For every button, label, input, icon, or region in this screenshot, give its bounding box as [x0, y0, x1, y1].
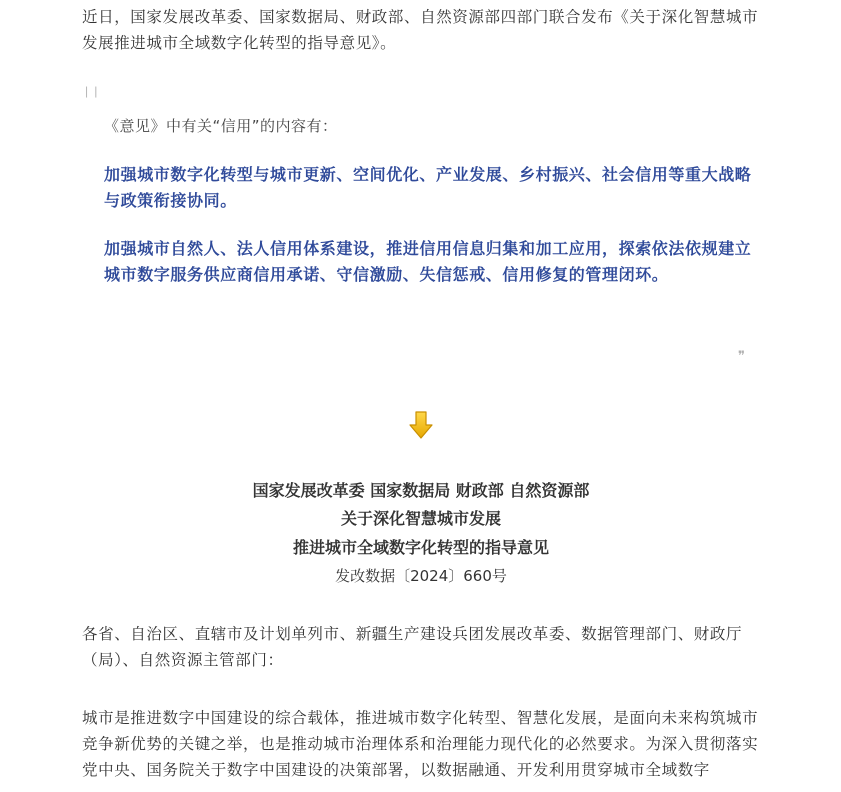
doc-title-line-3: 推进城市全域数字化转型的指导意见: [292, 538, 549, 557]
down-arrow-icon: [408, 410, 434, 440]
doc-title-issuers: 国家发展改革委 国家数据局 财政部 自然资源部: [252, 481, 590, 500]
intro-paragraph: 近日，国家发展改革委、国家数据局、财政部、自然资源部四部门联合发布《关于深化智慧城市发展推进城市全域数字化转型的指导意见》。: [82, 8, 759, 52]
quote-open-icon: ❘❘: [82, 85, 101, 98]
body-paragraph: 城市是推进数字中国建设的综合载体，推进城市数字化转型、智慧化发展，是面向未来构筑城市竞争新优势的关键之举，也是推动城市治理体系和治理能力现代化的必然要求。为深入贯彻落实党中央、国务院关于数字中国建设的决策部署，以数据融通、开发利用贯穿城市全域数字: [82, 709, 759, 779]
quote-item-2: 加强城市自然人、法人信用体系建设，推进信用信息归集和加工应用，探索依法依规建立城市数字服务供应商信用承诺、守信激励、失信惩戒、信用修复的管理闭环。: [104, 239, 752, 284]
doc-title-line-2: 关于深化智慧城市发展: [340, 509, 501, 528]
quote-lead: 《意见》中有关“信用”的内容有：: [104, 117, 338, 135]
addressees-paragraph: 各省、自治区、直辖市及计划单列市、新疆生产建设兵团发展改革委、数据管理部门、财政厅（局）、自然资源主管部门：: [82, 625, 743, 669]
quote-close-icon: ❞: [738, 349, 745, 364]
doc-number: 发改数据〔2024〕660号: [335, 567, 507, 585]
quote-item-1: 加强城市数字化转型与城市更新、空间优化、产业发展、乡村振兴、社会信用等重大战略与政策衔接协同。: [104, 165, 752, 210]
